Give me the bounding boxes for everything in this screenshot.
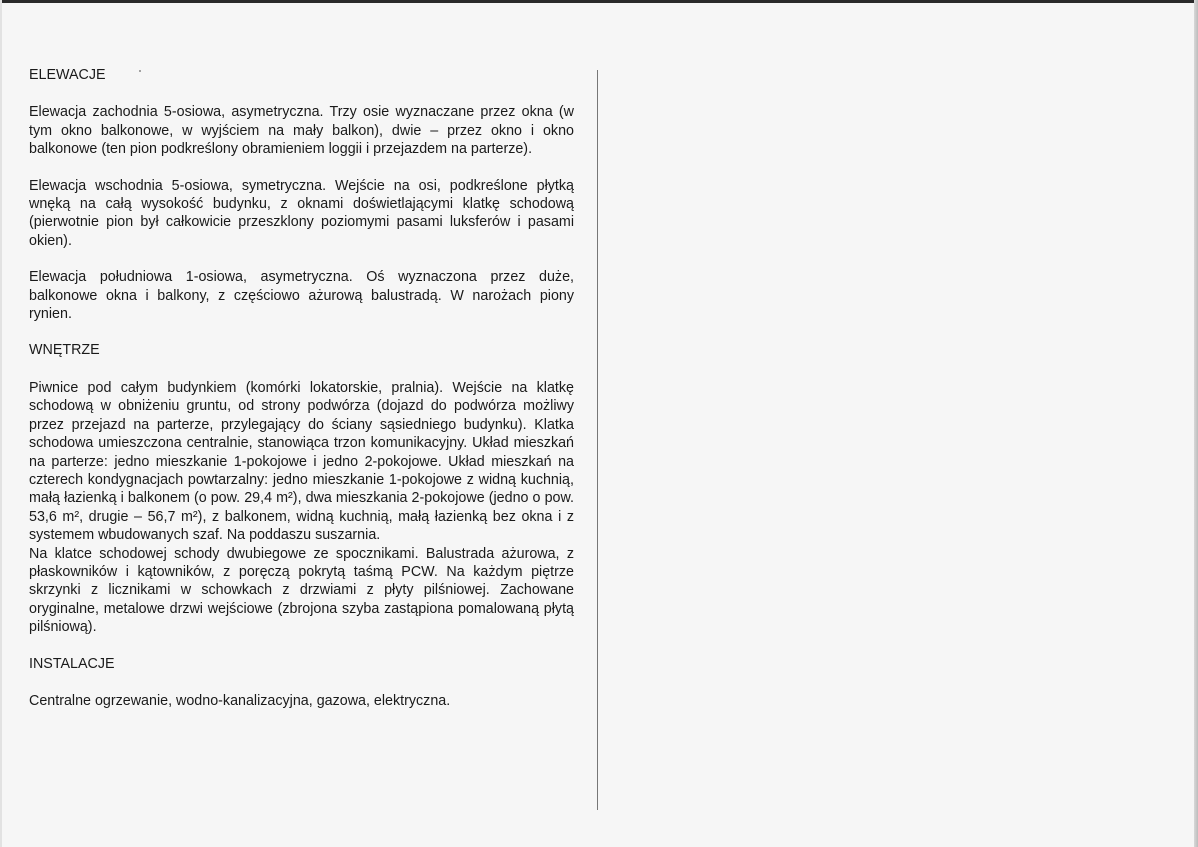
paragraph-elewacja-zachodnia: Elewacja zachodnia 5-osiowa, asymetryczna. Trzy osie wyznaczane przez okna (w tym okno balkonowe, w wyjściem na mały balkon), dwie – przez okno i okno balkonowe (ten pion podkreślony obramieniem loggii i przejazdem na parterze).	[29, 104, 574, 158]
column-divider	[597, 70, 598, 810]
heading-elewacje: ELEWACJE	[29, 67, 106, 83]
document-text-column	[29, 66, 574, 710]
paragraph-elewacja-poludniowa: Elewacja południowa 1-osiowa, asymetryczna. Oś wyznaczona przez duże, balkonowe okna i balkony, z częściowo ażurową balustradą. W narożach piony rynien.	[29, 269, 574, 323]
paragraph-piwnice-uklad-mieszkan: Piwnice pod całym budynkiem (komórki lokatorskie, pralnia). Wejście na klatkę schodową w obniżeniu gruntu, od strony podwórza (dojazd do podwórza możliwy przez przejazd na parterze, przylegający do ściany sąsiedniego budynku). Klatka schodowa umieszczona centralnie, stanowiąca trzon komunikacyjny. Układ mieszkań na parterze: jedno mieszkanie 1-pokojowe i jedno 2-pokojowe. Układ mieszkań na czterech kondygnacjach powtarzalny: jedno mieszkanie 1-pokojowe z widną kuchnią, małą łazienką i balkonem (o pow. 29,4 m²), dwa mieszkania 2-pokojowe (jedno o pow. 53,6 m², drugie – 56,7 m²), z balkonem, widną kuchnią, małą łazienką bez okna i z systemem wbudowanych szaf. Na poddaszu suszarnia.	[29, 379, 574, 544]
scan-edge-right	[1194, 0, 1198, 847]
scan-edge-top	[0, 0, 1198, 3]
paragraph-instalacje: Centralne ogrzewanie, wodno-kanalizacyjna, gazowa, elektryczna.	[29, 692, 451, 709]
paragraph-klatka-schodowa: Na klatce schodowej schody dwubiegowe ze spocznikami. Balustrada ażurowa, z płaskowników i kątowników, z poręczą pokrytą taśmą PCW. Na każdym piętrze skrzynki z licznikami w schowkach z drzwiami z płyty pilśniowej. Zachowane oryginalne, metalowe drzwi wejściowe (zbrojona szyba zastąpiona pomalowaną płytą pilśniową).	[29, 545, 574, 636]
scan-edge-left	[0, 0, 2, 847]
heading-wnetrze: WNĘTRZE	[29, 342, 100, 359]
paragraph-elewacja-wschodnia: Elewacja wschodnia 5-osiowa, symetryczna. Wejście na osi, podkreślone płytką wnęką na całą wysokość budynku, z oknami doświetlającymi klatkę schodową (pierwotnie pion był całkowicie przeszklony poziomymi pasami luksferów i pasami okien).	[29, 177, 574, 249]
heading-instalacje: INSTALACJE	[29, 655, 115, 672]
wnetrze-text-block	[29, 379, 574, 637]
